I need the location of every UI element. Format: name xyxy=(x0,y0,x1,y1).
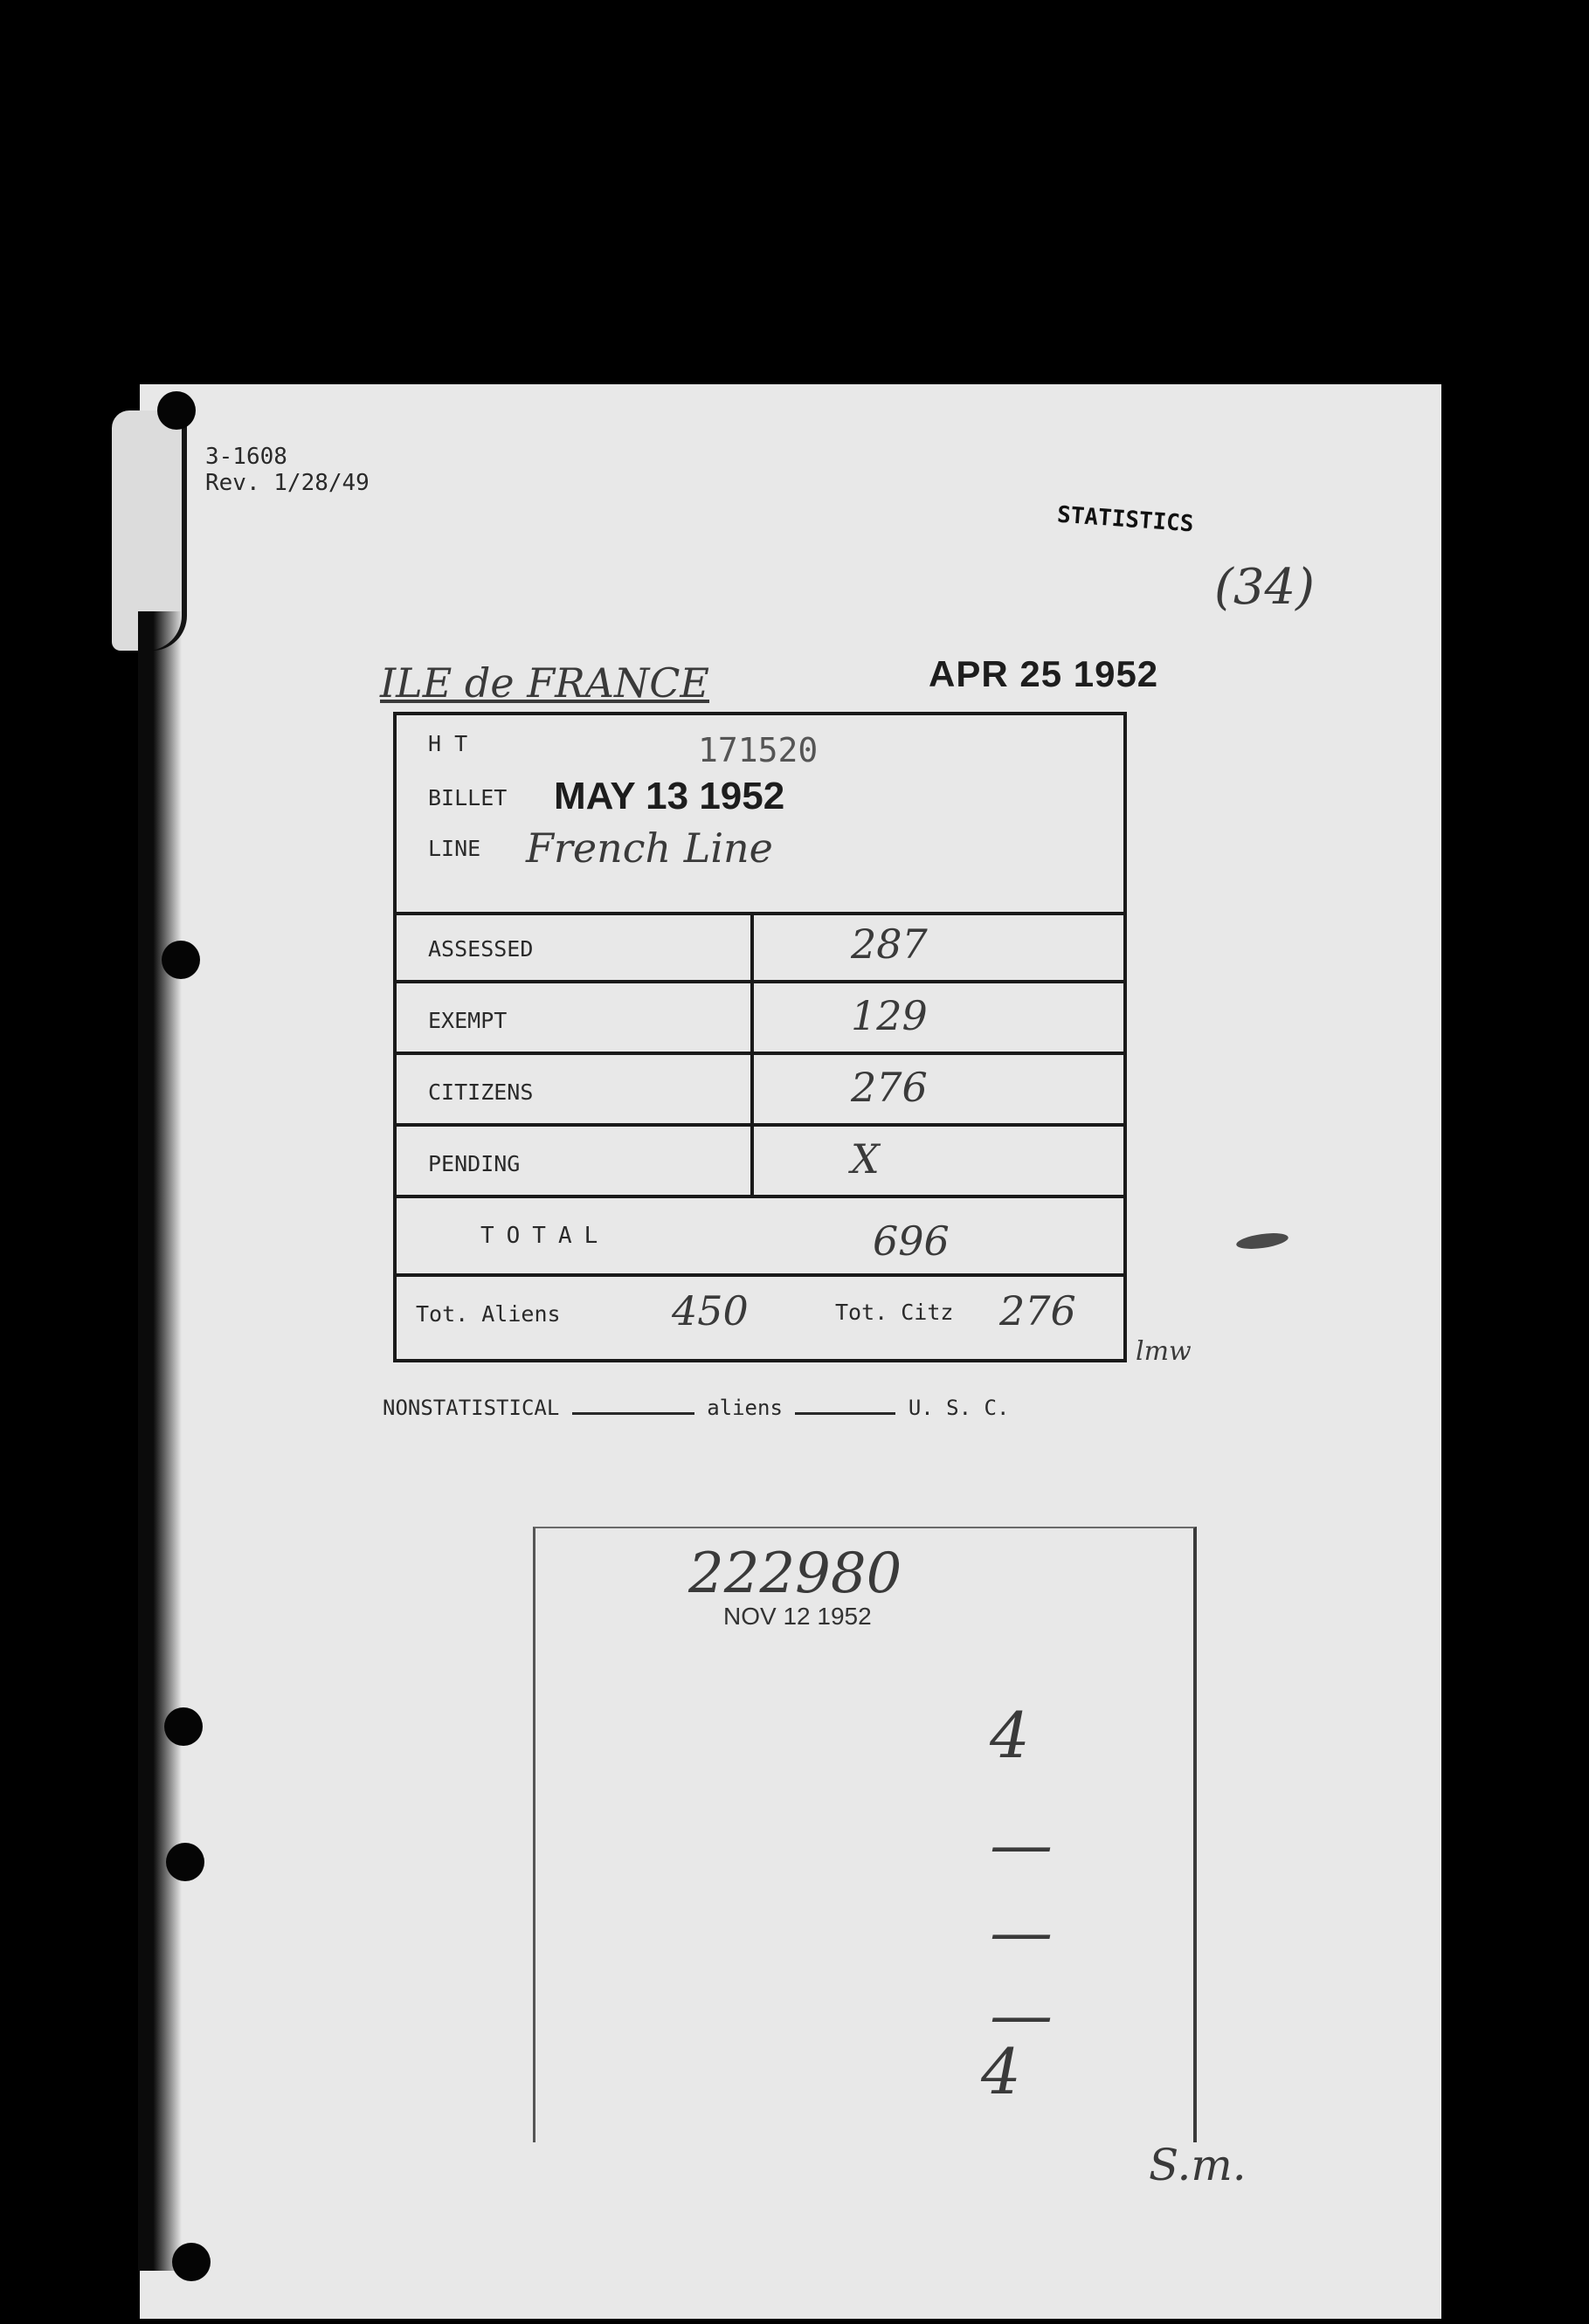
form-code: 3-1608 xyxy=(205,444,287,470)
line-value: French Line xyxy=(526,824,773,872)
row-value: X xyxy=(851,1135,880,1183)
torn-left-edge xyxy=(138,611,182,2271)
row-label: PENDING xyxy=(428,1151,521,1176)
nonstat-label: NONSTATISTICAL xyxy=(383,1396,560,1420)
tally-rows xyxy=(397,912,1123,1347)
arrival-date-stamp: APR 25 1952 xyxy=(929,653,1159,694)
statistics-stamp: STATISTICS xyxy=(1056,501,1195,538)
row-label: ASSESSED xyxy=(428,936,534,962)
ht-label: H T xyxy=(428,731,468,756)
record-number: 222980 xyxy=(688,1541,902,1606)
nonstat-usc: U. S. C. xyxy=(908,1396,1010,1420)
tally-row xyxy=(397,912,1123,983)
nonstatistical-line xyxy=(383,1396,1009,1420)
row-label: EXEMPT xyxy=(428,1008,508,1033)
total-label: TOTAL xyxy=(480,1223,611,1249)
tally-mark: 4 xyxy=(990,1699,1030,1772)
column-divider xyxy=(750,1055,754,1123)
total-value: 696 xyxy=(873,1217,950,1265)
form-code-block xyxy=(205,444,370,496)
tally-row xyxy=(397,983,1123,1055)
totals-footer xyxy=(397,1277,1123,1347)
tot-citz-value: 276 xyxy=(999,1287,1076,1334)
initials: S.m. xyxy=(1149,2140,1247,2190)
blank-line xyxy=(795,1412,895,1415)
row-value: 287 xyxy=(851,921,928,968)
total-row xyxy=(397,1198,1123,1277)
tally-mark: — xyxy=(990,1895,1053,1969)
tally-mark: — xyxy=(990,1808,1053,1881)
blank-line xyxy=(572,1412,694,1415)
form-revision: Rev. 1/28/49 xyxy=(205,470,370,496)
tally-mark: 4 xyxy=(981,2035,1021,2108)
initials: lmw xyxy=(1136,1336,1192,1367)
line-label: LINE xyxy=(428,836,481,861)
tally-mark: — xyxy=(990,1978,1053,2052)
punch-hole xyxy=(164,1707,203,1746)
column-divider xyxy=(750,1127,754,1195)
processing-date-stamp: NOV 12 1952 xyxy=(723,1603,872,1630)
ship-name: ILE de FRANCE xyxy=(380,659,710,707)
biller-date-stamp: MAY 13 1952 xyxy=(554,775,785,817)
row-value: 129 xyxy=(851,992,928,1039)
tally-row xyxy=(397,1055,1123,1127)
ht-number: 171520 xyxy=(698,731,819,769)
row-label: CITIZENS xyxy=(428,1079,534,1105)
punch-hole xyxy=(172,2243,211,2281)
column-divider xyxy=(750,983,754,1052)
punch-hole xyxy=(162,941,200,979)
tot-citz-label: Tot. Citz xyxy=(835,1300,954,1325)
punch-hole xyxy=(157,391,196,430)
folio-number: (34) xyxy=(1214,559,1315,616)
tally-row xyxy=(397,1127,1123,1198)
column-divider xyxy=(750,912,754,980)
row-value: 276 xyxy=(851,1064,928,1111)
tally-form xyxy=(393,712,1127,1362)
punch-hole xyxy=(166,1843,204,1881)
tot-aliens-label: Tot. Aliens xyxy=(416,1301,561,1327)
biller-label: BILLET xyxy=(428,785,508,810)
second-record-box xyxy=(533,1527,1197,2142)
tot-aliens-value: 450 xyxy=(672,1287,749,1334)
tally-header xyxy=(397,715,1123,915)
nonstat-aliens: aliens xyxy=(707,1396,783,1420)
